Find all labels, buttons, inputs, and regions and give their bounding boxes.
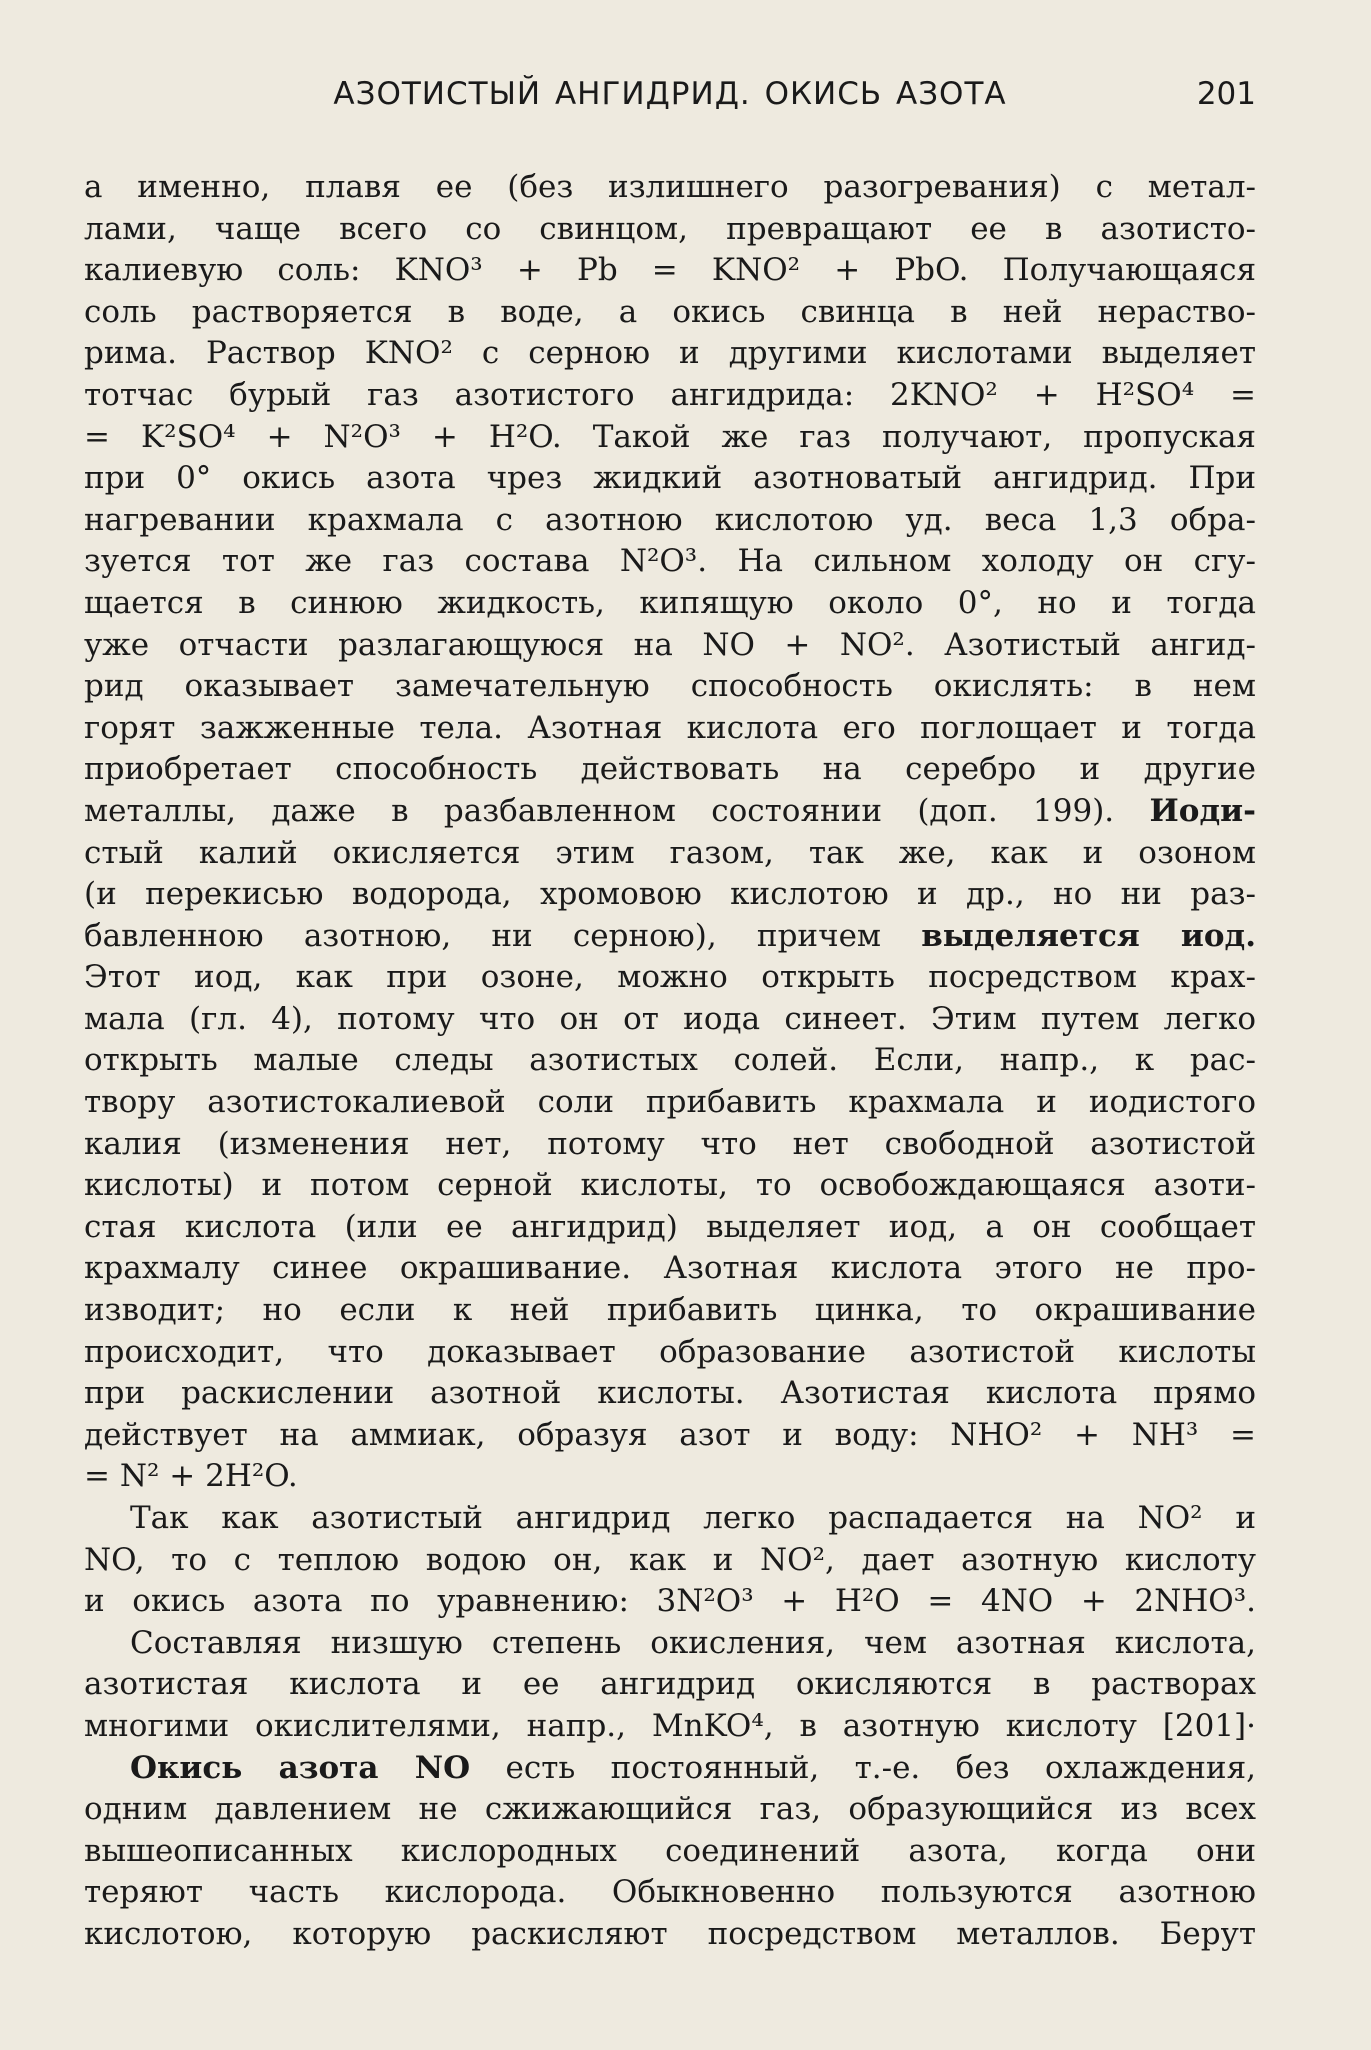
text-line: калия (изменения нет, потому что нет свободной азотистой <box>84 1125 1256 1162</box>
text-line-with-bold <box>84 791 1256 833</box>
text-line: вышеописанных кислородных соединений азота, когда они <box>84 1832 1256 1869</box>
text-line: одним давлением не сжижающийся газ, образующийся из всех <box>84 1791 1256 1828</box>
bold-term: Иоди- <box>1149 792 1256 829</box>
text-line: нагревании крахмала с азотною кислотою уд. веса 1,3 обра- <box>84 501 1256 538</box>
text-line: рима. Раствор KNO² с серною и другими кислотами выделяет <box>84 335 1256 372</box>
text-line: горят зажженные тела. Азотная кислота его поглощает и тогда <box>84 709 1256 746</box>
text-line: тотчас бурый газ азотистого ангидрида: 2KNO² + H²SO⁴ = <box>84 376 1256 413</box>
text-line: рид оказывает замечательную способность окислять: в нем <box>84 668 1256 705</box>
text-line: при раскислении азотной кислоты. Азотистая кислота прямо <box>84 1375 1256 1412</box>
text-line: теряют часть кислорода. Обыкновенно пользуются азотною <box>84 1874 1256 1911</box>
text-line: Этот иод, как при озоне, можно открыть посредством крах- <box>84 959 1256 996</box>
text-line: кислотою, которую раскисляют посредством металлов. Берут <box>84 1915 1256 1952</box>
running-head <box>84 76 1256 126</box>
text-line: происходит, что доказывает образование азотистой кислоты <box>84 1333 1256 1370</box>
text-line: открыть малые следы азотистых солей. Если, напр., к рас- <box>84 1042 1256 1079</box>
text-line: крахмалу синее окрашивание. Азотная кислота этого не про- <box>84 1250 1256 1287</box>
page-number: 201 <box>1196 76 1256 112</box>
text-line: лами, чаще всего со свинцом, превращают ее в азотисто- <box>84 210 1256 247</box>
text-span: есть постоянный, т.-е. без охлаждения, <box>505 1749 1256 1786</box>
bold-term: выделяется иод. <box>921 917 1256 954</box>
bold-term: Окись азота NO <box>130 1749 471 1786</box>
text-line: изводит; но если к ней прибавить цинка, то окрашивание <box>84 1292 1256 1329</box>
text-line: твору азотистокалиевой соли прибавить крахмала и иодистого <box>84 1084 1256 1121</box>
text-line-with-bold <box>84 1748 1256 1790</box>
text-line: щается в синюю жидкость, кипящую около 0°, но и тогда <box>84 584 1256 621</box>
text-line: = N² + 2H²O. <box>84 1458 298 1495</box>
text-line: зуется тот же газ состава N²O³. На сильном холоду он сгу- <box>84 543 1256 580</box>
page-header-title: АЗОТИСТЫЙ АНГИДРИД. ОКИСЬ АЗОТА <box>333 76 1007 112</box>
text-line: приобретает способность действовать на серебро и другие <box>84 751 1256 788</box>
text-line-with-bold <box>84 916 1256 958</box>
text-line: азотистая кислота и ее ангидрид окисляются в растворах <box>84 1666 1256 1703</box>
text-span: бавленною азотною, ни серною), причем <box>84 917 882 954</box>
text-line: NO, то с теплою водою он, как и NO², дает азотную кислоту <box>84 1541 1256 1578</box>
text-line: (и перекисью водорода, хромовою кислотою и др., но ни раз- <box>84 876 1256 913</box>
text-line: калиевую соль: KNO³ + Pb = KNO² + PbO. Получающаяся <box>84 252 1256 289</box>
text-line: = K²SO⁴ + N²O³ + H²O. Такой же газ получают, пропуская <box>84 418 1256 455</box>
text-line: при 0° окись азота чрез жидкий азотноватый ангидрид. При <box>84 460 1256 497</box>
text-span: металлы, даже в разбавленном состоянии (доп. 199). <box>84 792 1115 829</box>
text-line: стая кислота (или ее ангидрид) выделяет иод, а он сообщает <box>84 1208 1256 1245</box>
text-line: стый калий окисляется этим газом, так же, как и озоном <box>84 834 1256 871</box>
text-line: и окись азота по уравнению: 3N²O³ + H²O = 4NO + 2NHO³. <box>84 1583 1256 1620</box>
text-line: уже отчасти разлагающуюся на NO + NO². Азотистый ангид- <box>84 626 1256 663</box>
text-line: многими окислителями, напр., MnKO⁴, в азотную кислоту [201]· <box>84 1707 1256 1744</box>
body-text <box>84 167 1256 1956</box>
text-line: а именно, плавя ее (без излишнего разогревания) с метал- <box>84 169 1256 205</box>
text-line: действует на аммиак, образуя азот и воду: NHO² + NH³ = <box>84 1416 1256 1453</box>
text-line: соль растворяется в воде, а окись свинца в ней нераство- <box>84 293 1256 330</box>
text-line: кислоты) и потом серной кислоты, то освобождающаяся азоти- <box>84 1167 1256 1204</box>
text-line: мала (гл. 4), потому что он от иода синеет. Этим путем легко <box>84 1000 1256 1037</box>
text-line: Составляя низшую степень окисления, чем азотная кислота, <box>130 1624 1256 1661</box>
text-line: Так как азотистый ангидрид легко распадается на NO² и <box>130 1500 1256 1536</box>
